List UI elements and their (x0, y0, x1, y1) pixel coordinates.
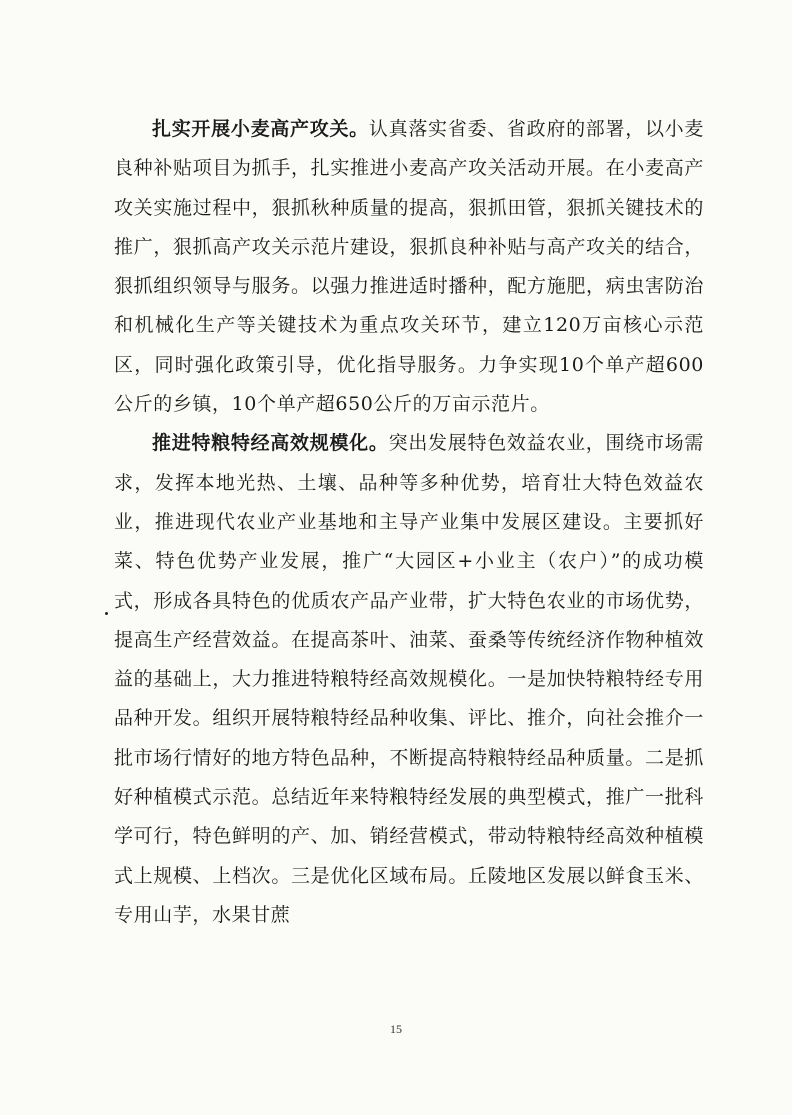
paragraph-heading: 推进特粮特经高效规模化。 (152, 432, 389, 455)
paragraph-heading: 扎实开展小麦高产攻关。 (152, 118, 369, 140)
paragraph-wheat-yield (114, 110, 704, 424)
page-number: 15 (390, 1022, 402, 1036)
paragraph-specialty-crops (114, 424, 704, 935)
body-text (114, 110, 704, 935)
scan-speck (105, 612, 108, 615)
paragraph-body: 认真落实省委、省政府的部署，以小麦良种补贴项目为抓手，扎实推进小麦高产攻关活动开展。在小麦高产攻关实施过程中，狠抓秋种质量的提高，狠抓田管，狠抓关键技术的推广，狠抓高产攻关示范片建设，狠抓良种补贴与高产攻关的结合，狠抓组织领导与服务。以强力推进适时播种，配方施肥，病虫害防治和机械化生产等关键技术为重点攻关环节，建立120万亩核心示范区，同时强化政策引导，优化指导服务。力争实现10个单产超600公斤的乡镇，10个单产超650公斤的万亩示范片。 (114, 118, 704, 416)
paragraph-body: 突出发展特色效益农业，围绕市场需求，发挥本地光热、土壤、品种等多种优势，培育壮大特色效益农业，推进现代农业产业基地和主导产业集中发展区建设。主要抓好菜、特色优势产业发展，推广“大园区+小业主（农户）”的成功模式，形成各具特色的优质农产品产业带，扩大特色农业的市场优势，提高生产经营效益。在提高茶叶、油菜、蚕桑等传统经济作物种植效益的基础上，大力推进特粮特经高效规模化。一是加快特粮特经专用品种开发。组织开展特粮特经品种收集、评比、推介，向社会推介一批市场行情好的地方特色品种，不断提高特粮特经品种质量。二是抓好种植模式示范。总结近年来特粮特经发展的典型模式，推广一批科学可行，特色鲜明的产、加、销经营模式，带动特粮特经高效种植模式上规模、上档次。三是优化区域布局。丘陵地区发展以鲜食玉米、专用山芋，水果甘蔗 (114, 432, 704, 926)
